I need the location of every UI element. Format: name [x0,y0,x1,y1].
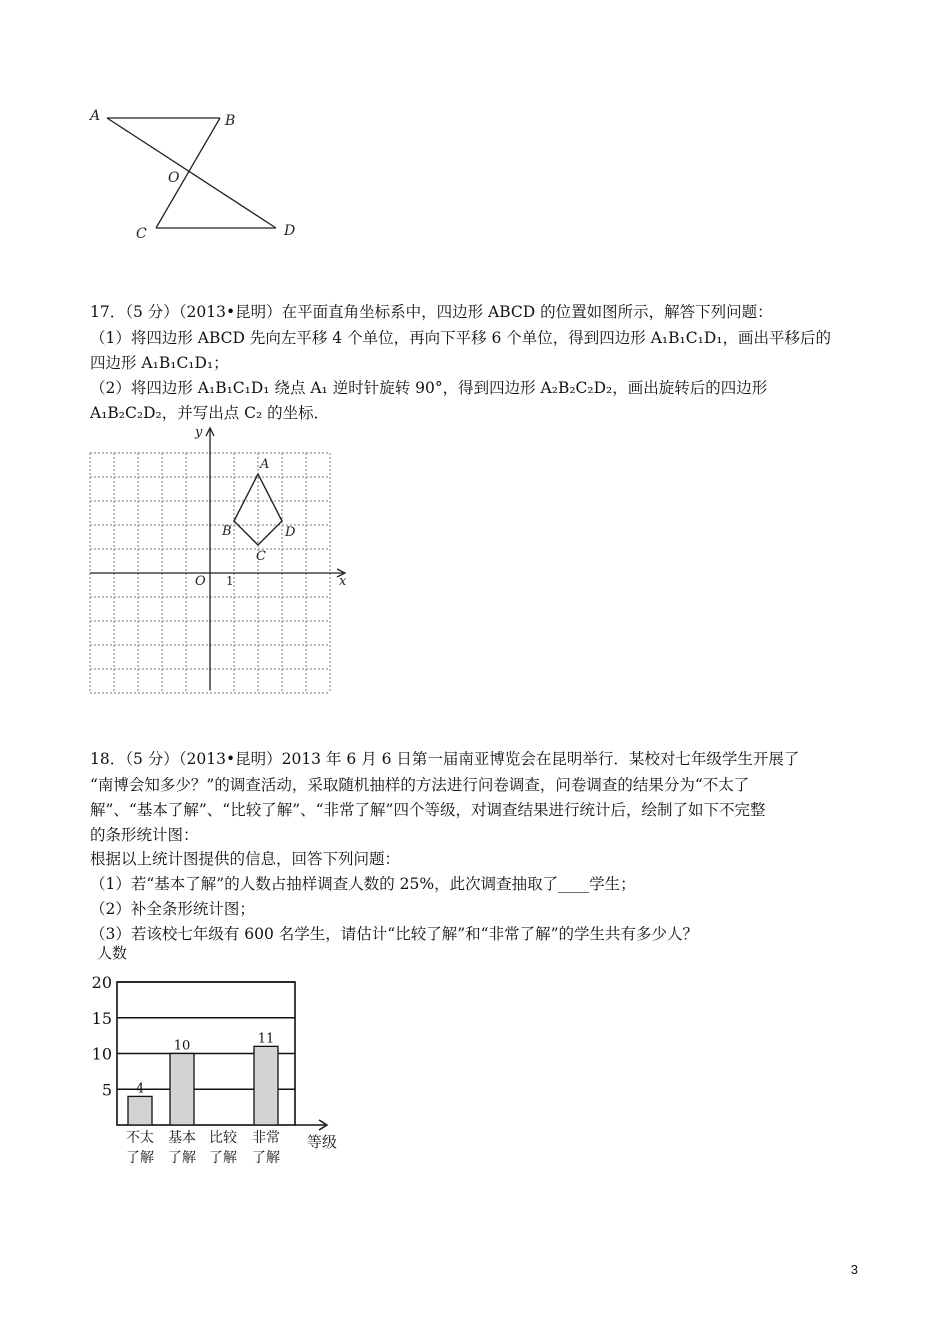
segment-bc [156,118,220,228]
x-category-label: 比较 [209,1130,237,1146]
vertex-label-c: C [256,549,266,564]
label-b: B [225,113,236,129]
chart-y-axis-title: 人数 [97,944,128,962]
bar [254,1046,278,1125]
q17-part1-line2: 四边形 A₁B₁C₁D₁； [90,354,229,372]
page-number: 3 [850,1262,858,1277]
bar [170,1054,194,1126]
y-tick-label: 5 [101,1080,112,1100]
q18-question3: （3）若该校七年级有 600 名学生，请估计“比较了解”和“非常了解”的学生共有多少人？ [90,925,698,943]
axis-label-x: x [339,574,347,589]
vertex-label-a: A [260,457,270,472]
q18-question2: （2）补全条形统计图； [90,900,255,918]
x-category-label: 了解 [209,1150,237,1166]
q18-question1: （1）若“基本了解”的人数占抽样调查人数的 25%，此次调查抽取了____学生； [90,875,636,893]
chart-x-axis-title: 等级 [307,1133,338,1151]
y-tick-label: 20 [91,973,112,992]
label-c: C [136,226,147,242]
q18-line4: 的条形统计图： [90,826,199,844]
q17-part2-line2: A₁B₂C₂D₂，并写出点 C₂ 的坐标． [90,404,330,422]
bar-value-label: 4 [135,1081,145,1097]
label-d: D [284,223,296,239]
figure-triangles-abo-cdo [80,100,320,250]
x-category-label: 了解 [168,1150,196,1166]
bar [128,1096,152,1125]
y-tick-label: 10 [91,1044,112,1064]
axis-label-y: y [195,425,203,440]
x-category-label: 了解 [252,1150,280,1166]
x-category-label: 不太 [126,1130,154,1146]
vertex-label-d: D [285,525,296,540]
bar-value-label: 10 [173,1038,191,1054]
coordinate-grid-figure [85,422,355,697]
q18-line1: 18．（5 分）（2013•昆明）2013 年 6 月 6 日第一届南亚博览会在昆明举行．某校对七年级学生开展了 [90,750,800,768]
y-tick-label: 15 [91,1008,112,1028]
tick-label-one: 1 [226,574,234,588]
bar-chart-survey [85,942,355,1177]
x-category-label: 基本 [168,1130,196,1146]
label-a: A [90,108,101,124]
bar-value-label: 11 [257,1031,275,1047]
label-o: O [168,170,180,186]
q17-part2-line1: （2）将四边形 A₁B₁C₁D₁ 绕点 A₁ 逆时针旋转 90°，得到四边形 A₂B₂C₂D₂，画出旋转后的四边形 [90,379,768,397]
q18-line5: 根据以上统计图提供的信息，回答下列问题： [90,850,401,868]
segment-ad [107,118,276,228]
origin-label: O [195,574,206,589]
q18-line2: “南博会知多少？”的调查活动，采取随机抽样的方法进行问卷调查，问卷调查的结果分为“不太了 [90,776,750,794]
q17-part1-line1: （1）将四边形 ABCD 先向左平移 4 个单位，再向下平移 6 个单位，得到四边形 A₁B₁C₁D₁，画出平移后的 [90,329,831,347]
q17-header: 17．（5 分）（2013•昆明）在平面直角坐标系中，四边形 ABCD 的位置如图所示，解答下列问题： [90,303,773,321]
x-category-label: 了解 [126,1150,154,1166]
vertex-label-b: B [222,524,232,539]
x-category-label: 非常 [252,1130,280,1146]
q18-line3: 解”、“基本了解”、“比较了解”、“非常了解”四个等级，对调查结果进行统计后，绘制了如下不完整 [90,801,766,819]
